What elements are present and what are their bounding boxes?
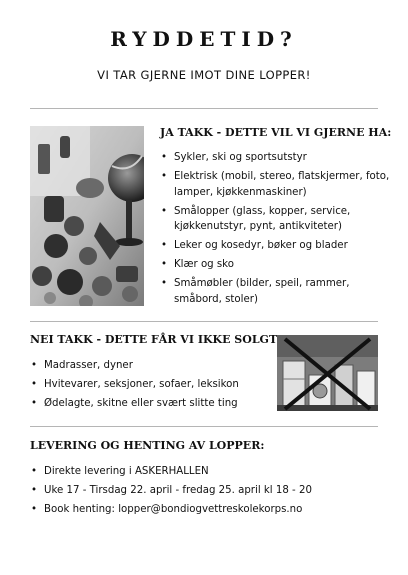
delivery-heading: LEVERING OG HENTING AV LOPPER:: [30, 439, 265, 452]
list-item: • Ødelagte, skitne eller svært slitte ting: [31, 398, 238, 409]
delivery-list: [30, 464, 390, 521]
list-item: • Direkte levering i ASKERHALLEN: [31, 466, 209, 477]
yes-heading: JA TAKK - DETTE VIL VI GJERNE HA:: [160, 126, 392, 139]
booking-email: Book henting: lopper@bondiogvettreskolekorps.no: [44, 504, 303, 515]
list-item: • Uke 17 - Tirsdag 22. april - fredag 25. april kl 18 - 20: [31, 485, 312, 496]
yes-list: [160, 150, 392, 311]
list-item: • Elektrisk (mobil, stereo, flatskjermer, foto, lamper, kjøkkenmaskiner): [161, 171, 390, 198]
list-item: • Madrasser, dyner: [31, 360, 133, 371]
appliances-photo: [277, 335, 378, 411]
list-item: • Småmøbler (bilder, speil, rammer, småbord, stoler): [161, 278, 350, 305]
no-heading: NEI TAKK - DETTE FÅR VI IKKE SOLGT: [30, 333, 278, 346]
no-list: [30, 358, 270, 415]
list-item: • Leker og kosedyr, bøker og blader: [161, 240, 348, 251]
list-item: • Book henting: lopper@bondiogvettreskolekorps.no: [31, 504, 303, 515]
divider: [30, 108, 378, 109]
divider: [30, 321, 378, 322]
list-item: • Sykler, ski og sportsutstyr: [161, 152, 307, 163]
page-title: RYDDETID?: [110, 27, 298, 51]
page-subtitle: VI TAR GJERNE IMOT DINE LOPPER!: [97, 68, 311, 82]
divider: [30, 426, 378, 427]
list-item: • Smålopper (glass, kopper, service, kjøkkenutstyr, pynt, antikviteter): [161, 205, 351, 232]
flea-market-photo: [30, 126, 144, 306]
list-item: • Hvitevarer, seksjoner, sofaer, leksikon: [31, 379, 239, 390]
list-item: • Klær og sko: [161, 259, 234, 270]
